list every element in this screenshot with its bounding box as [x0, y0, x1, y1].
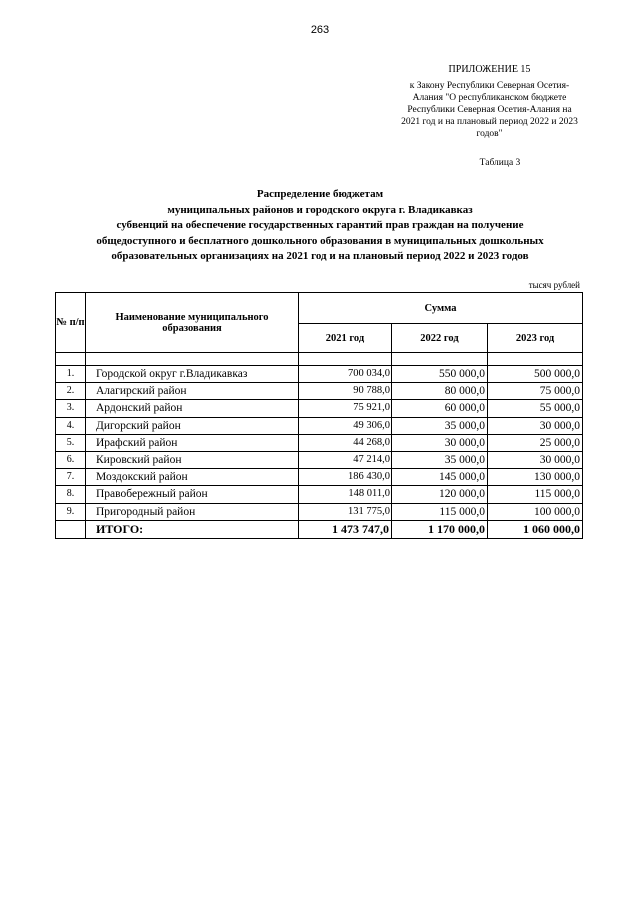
- title-line: Распределение бюджетам: [256, 188, 384, 200]
- row-2021: 47 214,0: [299, 451, 392, 468]
- row-2021: 148 011,0: [299, 486, 392, 503]
- row-2021: 49 306,0: [299, 417, 392, 434]
- row-name: Алагирский район: [86, 383, 299, 400]
- row-number: 7.: [56, 469, 86, 486]
- row-2022: 35 000,0: [392, 417, 488, 434]
- document-title: [60, 187, 580, 265]
- appendix-line: 2021 год и на плановый период 2022 и 2023: [401, 117, 578, 127]
- budget-table: [55, 292, 583, 539]
- row-name: Дигорский район: [86, 417, 299, 434]
- row-2023: 500 000,0: [488, 366, 583, 383]
- row-2021: 186 430,0: [299, 469, 392, 486]
- table-label: Таблица 3: [479, 158, 521, 168]
- header-name: Наименование муниципального образования: [86, 293, 299, 353]
- row-2021: 44 268,0: [299, 434, 392, 451]
- table-row: [56, 383, 583, 400]
- row-number: 5.: [56, 434, 86, 451]
- header-sum: Сумма: [299, 293, 583, 324]
- row-2023: 25 000,0: [488, 434, 583, 451]
- spacer-row: [56, 353, 583, 366]
- units-label: тысяч рублей: [528, 280, 580, 290]
- row-2021: 700 034,0: [299, 366, 392, 383]
- row-2022: 115 000,0: [392, 503, 488, 520]
- row-2022: 145 000,0: [392, 469, 488, 486]
- row-name: Кировский район: [86, 451, 299, 468]
- total-number-cell: [56, 520, 86, 538]
- row-number: 3.: [56, 400, 86, 417]
- table-row: [56, 503, 583, 520]
- table-row: [56, 469, 583, 486]
- row-2023: 115 000,0: [488, 486, 583, 503]
- appendix-block: [392, 64, 587, 140]
- appendix-line: годов": [476, 129, 503, 139]
- header-2023: 2023 год: [488, 324, 583, 353]
- row-2022: 550 000,0: [392, 366, 488, 383]
- appendix-line: Республики Северная Осетия-Алания на: [407, 105, 572, 115]
- row-name: Моздокский район: [86, 469, 299, 486]
- row-number: 2.: [56, 383, 86, 400]
- table-row: [56, 366, 583, 383]
- row-name: Ирафский район: [86, 434, 299, 451]
- row-2023: 55 000,0: [488, 400, 583, 417]
- header-2021: 2021 год: [299, 324, 392, 353]
- row-2023: 30 000,0: [488, 451, 583, 468]
- total-label: ИТОГО:: [86, 520, 299, 538]
- row-number: 8.: [56, 486, 86, 503]
- header-2022: 2022 год: [392, 324, 488, 353]
- table-row: [56, 451, 583, 468]
- row-name: Ардонский район: [86, 400, 299, 417]
- row-number: 1.: [56, 366, 86, 383]
- page-number: 263: [310, 24, 330, 36]
- row-2023: 100 000,0: [488, 503, 583, 520]
- row-2023: 75 000,0: [488, 383, 583, 400]
- appendix-line: к Закону Республики Северная Осетия-: [409, 81, 570, 91]
- appendix-heading: ПРИЛОЖЕНИЕ 15: [448, 64, 531, 75]
- row-name: Пригородный район: [86, 503, 299, 520]
- row-2021: 75 921,0: [299, 400, 392, 417]
- row-2022: 120 000,0: [392, 486, 488, 503]
- row-name: Городской округ г.Владикавказ: [86, 366, 299, 383]
- row-2022: 35 000,0: [392, 451, 488, 468]
- row-name: Правобережный район: [86, 486, 299, 503]
- table-row: [56, 400, 583, 417]
- total-2023: 1 060 000,0: [488, 520, 583, 538]
- total-row: [56, 520, 583, 538]
- row-2023: 130 000,0: [488, 469, 583, 486]
- title-line: образовательных организациях на 2021 год и на плановый период 2022 и 2023 годов: [111, 250, 529, 262]
- row-2022: 30 000,0: [392, 434, 488, 451]
- row-2021: 90 788,0: [299, 383, 392, 400]
- table-row: [56, 434, 583, 451]
- row-number: 4.: [56, 417, 86, 434]
- row-2022: 80 000,0: [392, 383, 488, 400]
- title-line: общедоступного и бесплатного дошкольного образования в муниципальных дошкольных: [96, 234, 544, 247]
- header-num: № п/п: [56, 293, 86, 353]
- appendix-line: Алания "О республиканском бюджете: [412, 93, 567, 103]
- row-2021: 131 775,0: [299, 503, 392, 520]
- table-row: [56, 417, 583, 434]
- title-line: субвенций на обеспечение государственных гарантий прав граждан на получение: [116, 219, 524, 231]
- total-2021: 1 473 747,0: [299, 520, 392, 538]
- row-2023: 30 000,0: [488, 417, 583, 434]
- title-line: муниципальных районов и городского округа г. Владикавказ: [167, 203, 473, 216]
- row-2022: 60 000,0: [392, 400, 488, 417]
- total-2022: 1 170 000,0: [392, 520, 488, 538]
- table-row: [56, 486, 583, 503]
- row-number: 6.: [56, 451, 86, 468]
- row-number: 9.: [56, 503, 86, 520]
